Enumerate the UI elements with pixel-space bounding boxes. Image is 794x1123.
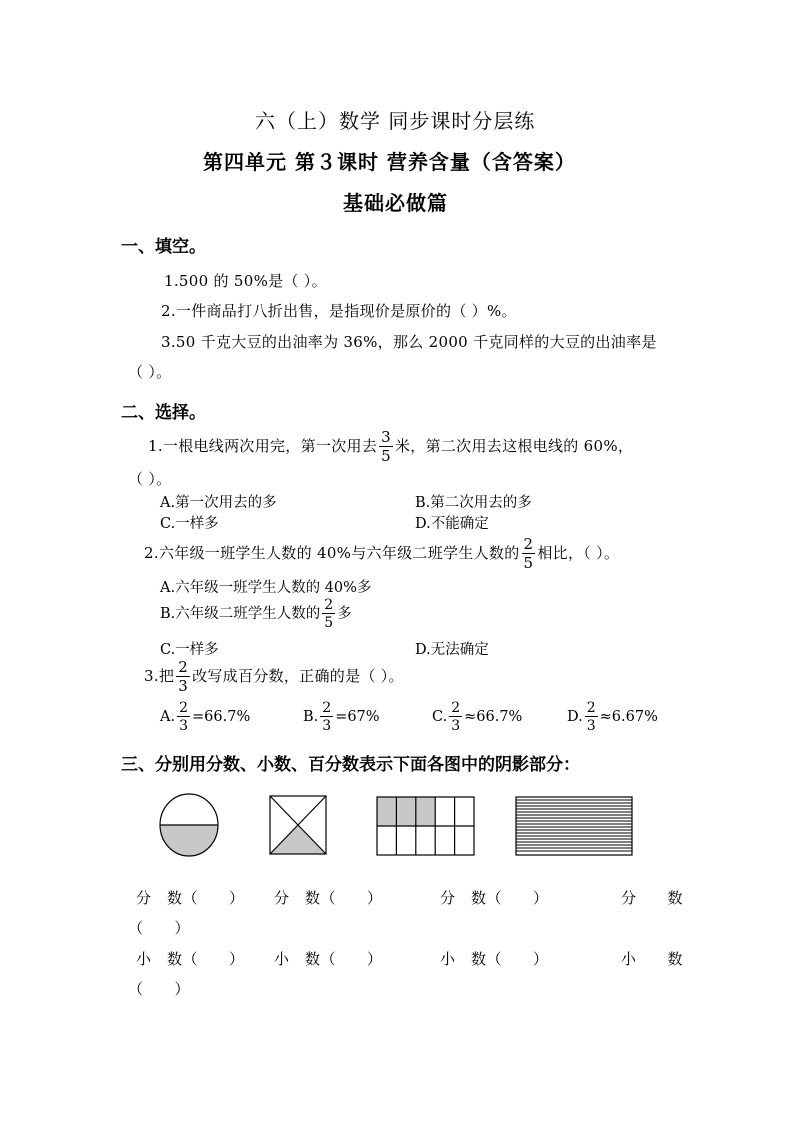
s2-q3-option-d: D. $\frac{2}{3}$ ≈6.67% [567,700,658,734]
s2-q1-option-a: A.第一次用去的多 [160,495,277,511]
fraction-3-5: $\frac{3}{5}$ [381,428,391,465]
fraction-2-5: $\frac{2}{5}$ [523,535,534,572]
doc-level: 基础必做篇 [343,191,448,215]
s2-question-2: 2.六年级一班学生人数的 40%与六年级二班学生人数的 $\frac{2}{5}$ 相比，（ ）。 [144,535,620,572]
s2-q1-option-b: B.第二次用去的多 [415,495,532,511]
figure-square-quarter [270,796,326,854]
doc-subtitle: 第四单元 第３课时 营养含量（含答案） [203,150,576,174]
fig4-fraction-blank: （ ） [128,919,191,937]
s2-q1-option-d: D.不能确定 [415,516,489,532]
fig4-decimal-blank: （ ） [128,980,191,998]
section1-heading: 一、填空。 [121,237,206,257]
fig3-fraction-blank: 分 数（ ） [440,889,549,907]
section3-heading: 三、分别用分数、小数、百分数表示下面各图中的阴影部分： [121,755,580,775]
fraction-2-3: $\frac{2}{3}$ [178,658,189,695]
s1-question-1: 1.500 的 50%是（ ）。 [164,272,327,290]
s2-q3-option-c: C. $\frac{2}{3}$ ≈66.7% [432,700,523,734]
doc-title: 六（上）数学 同步课时分层练 [255,109,536,133]
figure-circle-half [159,793,219,857]
fig3-decimal-blank: 小 数（ ） [440,950,549,968]
s2-q2-option-a: A.六年级一班学生人数的 40%多 [160,580,372,596]
figure-striped-rect [516,797,632,855]
s1-question-3: 3.50 千克大豆的出油率为 36%，那么 2000 千克同样的大豆的出油率是 [161,333,657,351]
fraction-2-3: $\frac{2}{3}$ [586,700,596,734]
fig1-decimal-blank: 小 数（ ） [136,950,245,968]
s2-q2-option-b: B.六年级二班学生人数的 $\frac{2}{5}$ 多 [160,597,352,631]
figure-grid-ten [377,797,474,855]
fig1-fraction-blank: 分 数（ ） [136,889,245,907]
s2-q3-option-a: A. $\frac{2}{3}$ =66.7% [160,700,251,734]
fig4-decimal-label: 小 数 [621,950,684,968]
s2-q1-option-c: C.一样多 [160,516,219,532]
s2-question-3: 3.把 $\frac{2}{3}$ 改写成百分数，正确的是（ ）。 [144,658,404,695]
fraction-2-3: $\frac{2}{3}$ [179,700,189,734]
s2-q2-option-c: C.一样多 [160,642,219,658]
s2-question-1: 1.一根电线两次用完，第一次用去 $\frac{3}{5}$ 米，第二次用去这根电线的 60%， [148,428,634,465]
s2-question-1-blank: （ ）。 [128,470,172,488]
fig4-fraction-label: 分 数 [621,889,684,907]
s1-question-2: 2.一件商品打八折出售，是指现价是原价的（ ）%。 [161,302,517,320]
fraction-2-3: $\frac{2}{3}$ [451,700,461,734]
fig2-decimal-blank: 小 数（ ） [274,950,383,968]
s2-q2-option-d: D.无法确定 [415,642,489,658]
s2-q3-option-b: B. $\frac{2}{3}$ =67% [303,700,380,734]
fig2-fraction-blank: 分 数（ ） [274,889,383,907]
section2-heading: 二、选择。 [121,403,206,423]
fraction-2-5: $\frac{2}{5}$ [324,597,334,631]
fraction-2-3: $\frac{2}{3}$ [322,700,332,734]
s1-question-3-blank: （ ）。 [128,363,172,381]
